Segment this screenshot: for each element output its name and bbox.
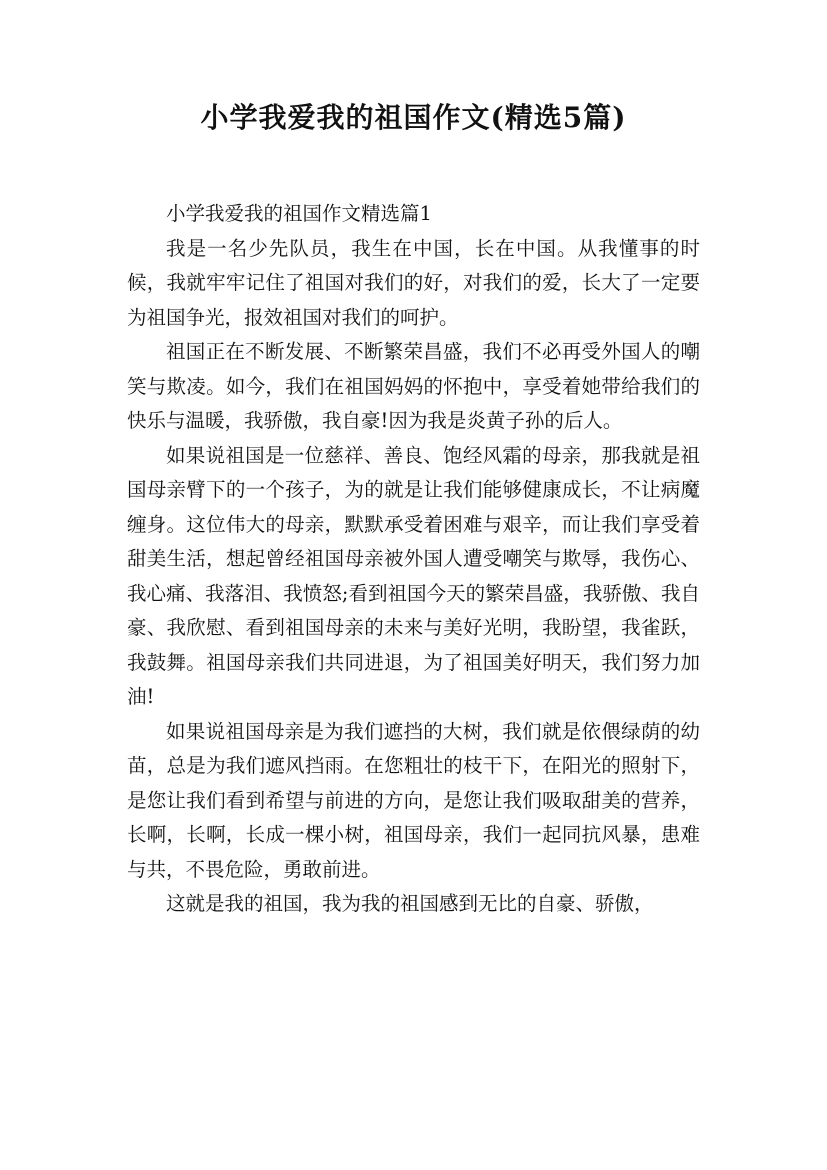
section-heading: 小学我爱我的祖国作文精选篇1: [166, 202, 432, 225]
paragraph: 我是一名少先队员，我生在中国，长在中国。从我懂事的时候，我就牢牢记住了祖国对我们的好，对我们的爱，长大了一定要为祖国争光，报效祖国对我们的呵护。: [127, 236, 700, 329]
paragraph: 如果说祖国母亲是为我们遮挡的大树，我们就是依偎绿荫的幼苗，总是为我们遮风挡雨。在您粗壮的枝干下，在阳光的照射下，是您让我们看到希望与前进的方向，是您让我们吸取甜美的营养，长啊，长啊，长成一棵小树，祖国母亲，我们一起同抗风暴，患难与共，不畏危险，勇敢前进。: [127, 719, 700, 881]
paragraph: 祖国正在不断发展、不断繁荣昌盛，我们不必再受外国人的嘲笑与欺凌。如今，我们在祖国妈妈的怀抱中，享受着她带给我们的快乐与温暖，我骄傲，我自豪!因为我是炎黄子孙的后人。: [127, 340, 700, 432]
document-title: 小学我爱我的祖国作文(精选5篇): [200, 101, 627, 134]
paragraph: 如果说祖国是一位慈祥、善良、饱经风霜的母亲，那我就是祖国母亲臂下的一个孩子，为的就是让我们能够健康成长，不让病魔缠身。这位伟大的母亲，默默承受着困难与艰辛，而让我们享受着甜美生活，想起曾经祖国母亲被外国人遭受嘲笑与欺辱，我伤心、我心痛、我落泪、我愤怒;看到祖国今天的繁荣昌盛，我骄傲、我自豪、我欣慰、看到祖国母亲的未来与美好光明，我盼望，我雀跃，我鼓舞。祖国母亲我们共同进退，为了祖国美好明天，我们努力加油!: [127, 443, 700, 708]
document-body: [127, 197, 700, 922]
paragraph: 这就是我的祖国，我为我的祖国感到无比的自豪、骄傲，: [166, 892, 654, 915]
